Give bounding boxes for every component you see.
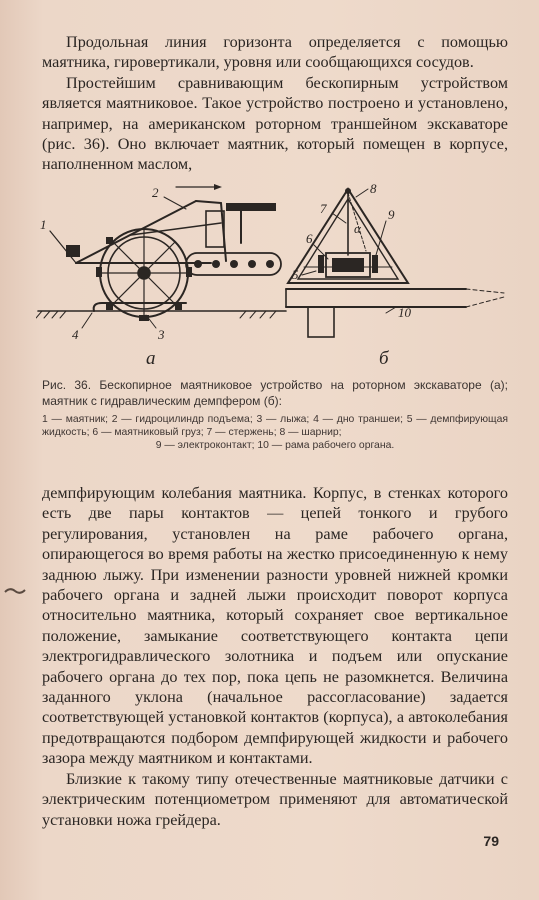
label-3: 3 — [158, 327, 165, 342]
bottom-text-block — [42, 483, 508, 830]
top-text-block — [42, 32, 508, 175]
label-alpha: α — [354, 221, 361, 236]
legend-line: 1 — маятник; 2 — гидроцилиндр подъема; 3 — лыжа; 4 — дно траншеи; 5 — демпфирующая жидкость; 6 — маятниковый груз; 7 — стержень; 8 — шарнир; — [42, 414, 508, 439]
figure-36 — [36, 183, 506, 373]
paragraph: демпфирующим колебания маятника. Корпус, в стенках которого есть две пары контактов — цепей тонкого и грубого регулирования, установлен на раме рабочего органа, опирающегося во время работы на жестко присоединенную к нему заднюю лыжу. При изменении разности уровней нижней кромки рабочего органа и задней лыжи происходит поворот корпуса относительно маятника, который сохраняет свое вертикальное положение, замыкание соответствующего контакта цепи электрогидравлического золотника и подъем или опускание рабочего органа до тех пор, пока цепь не разомкнется. Величина заданного уклона (начальное рассогласование) задается соответствующей установкой контактов (корпуса), а автоколебания предотвращаются подбором демпфирующей жидкости и рабочего зазора между маятником и контактами. — [42, 484, 508, 768]
label-7: 7 — [320, 201, 327, 216]
label-9: 9 — [388, 207, 395, 222]
paragraph: Простейшим сравнивающим бескопирным устройством является маятниковое. Такое устройство построено и установлено, например, на американском роторном траншейном экскаваторе (рис. 36). Оно включает маятник, который помещен в корпусе, наполненном маслом, — [42, 73, 508, 174]
figure-drawing — [36, 183, 506, 373]
paragraph: Продольная линия горизонта определяется с помощью маятника, гировертикали, уровня или сообщающихся сосудов. — [42, 33, 508, 72]
ink-smudge-icon — [4, 585, 26, 597]
figure-letter-b: б — [379, 348, 389, 369]
figure-legend — [42, 413, 508, 453]
label-2: 2 — [152, 185, 159, 200]
paragraph: Близкие к такому типу отечественные маятниковые датчики с электрическим потенциометром применяют для автоматической установки ножа грейдера. — [42, 769, 508, 829]
label-6: 6 — [306, 231, 313, 246]
label-5: 5 — [292, 267, 299, 282]
figure-caption — [42, 378, 508, 409]
caption-text: Рис. 36. Бескопирное маятниковое устройство на роторном экскаваторе (а); маятник с гидравлическим демпфером (б): — [42, 378, 508, 408]
page-number: 79 — [483, 833, 499, 849]
figure-letter-a: а — [146, 348, 156, 369]
label-10: 10 — [398, 305, 411, 320]
legend-line: 9 — электроконтакт; 10 — рама рабочего органа. — [155, 440, 395, 452]
label-1: 1 — [40, 217, 47, 232]
label-8: 8 — [370, 183, 377, 196]
label-4: 4 — [72, 327, 79, 342]
